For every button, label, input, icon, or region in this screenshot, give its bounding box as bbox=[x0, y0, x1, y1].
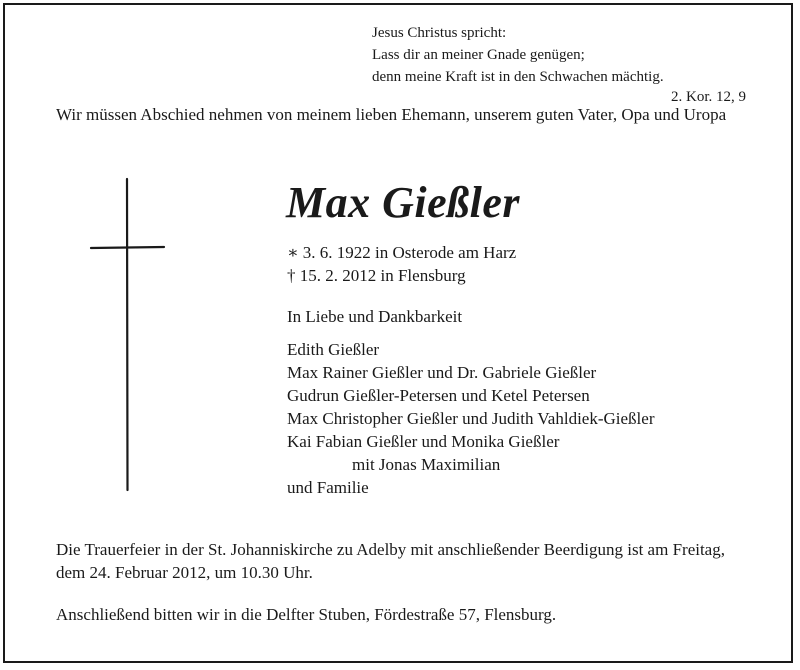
reception-info: Anschließend bitten wir in die Delfter Stuben, Fördestraße 57, Flensburg. bbox=[56, 605, 557, 624]
mourner-name: Max Christopher Gießler und Judith Vahldiek-Gießler bbox=[287, 409, 655, 428]
mourners-block bbox=[287, 305, 654, 499]
verse-line-2: Lass dir an meiner Gnade genügen; bbox=[372, 47, 585, 63]
mourner-name: Edith Gießler bbox=[287, 340, 380, 359]
life-dates bbox=[287, 241, 516, 287]
deceased-name: Max Gießler bbox=[286, 178, 521, 227]
mourner-name: Gudrun Gießler-Petersen und Ketel Petersen bbox=[287, 386, 590, 405]
mourners-heading: In Liebe und Dankbarkeit bbox=[287, 307, 463, 326]
verse-line-3: denn meine Kraft ist in den Schwachen mächtig. bbox=[372, 69, 664, 85]
mourner-name: mit Jonas Maximilian bbox=[352, 455, 501, 474]
verse-reference: 2. Kor. 12, 9 bbox=[671, 89, 746, 105]
funeral-info: Die Trauerfeier in der St. Johanniskirche zu Adelby mit anschließender Beerdigung ist am Freitag, dem 24. Februar 2012, um 10.30 Uhr. bbox=[56, 540, 725, 582]
birth-date: ∗ 3. 6. 1922 in Osterode am Harz bbox=[287, 243, 517, 262]
verse-line-1: Jesus Christus spricht: bbox=[372, 25, 507, 41]
mourner-name: Max Rainer Gießler und Dr. Gabriele Gießler bbox=[287, 363, 597, 382]
intro-text: Wir müssen Abschied nehmen von meinem lieben Ehemann, unserem guten Vater, Opa und Uropa bbox=[56, 105, 727, 124]
death-date: † 15. 2. 2012 in Flensburg bbox=[287, 266, 466, 285]
mourner-name: Kai Fabian Gießler und Monika Gießler bbox=[287, 432, 560, 451]
cross-icon bbox=[85, 176, 175, 496]
mourner-name: und Familie bbox=[287, 478, 369, 497]
bible-verse bbox=[372, 22, 664, 88]
